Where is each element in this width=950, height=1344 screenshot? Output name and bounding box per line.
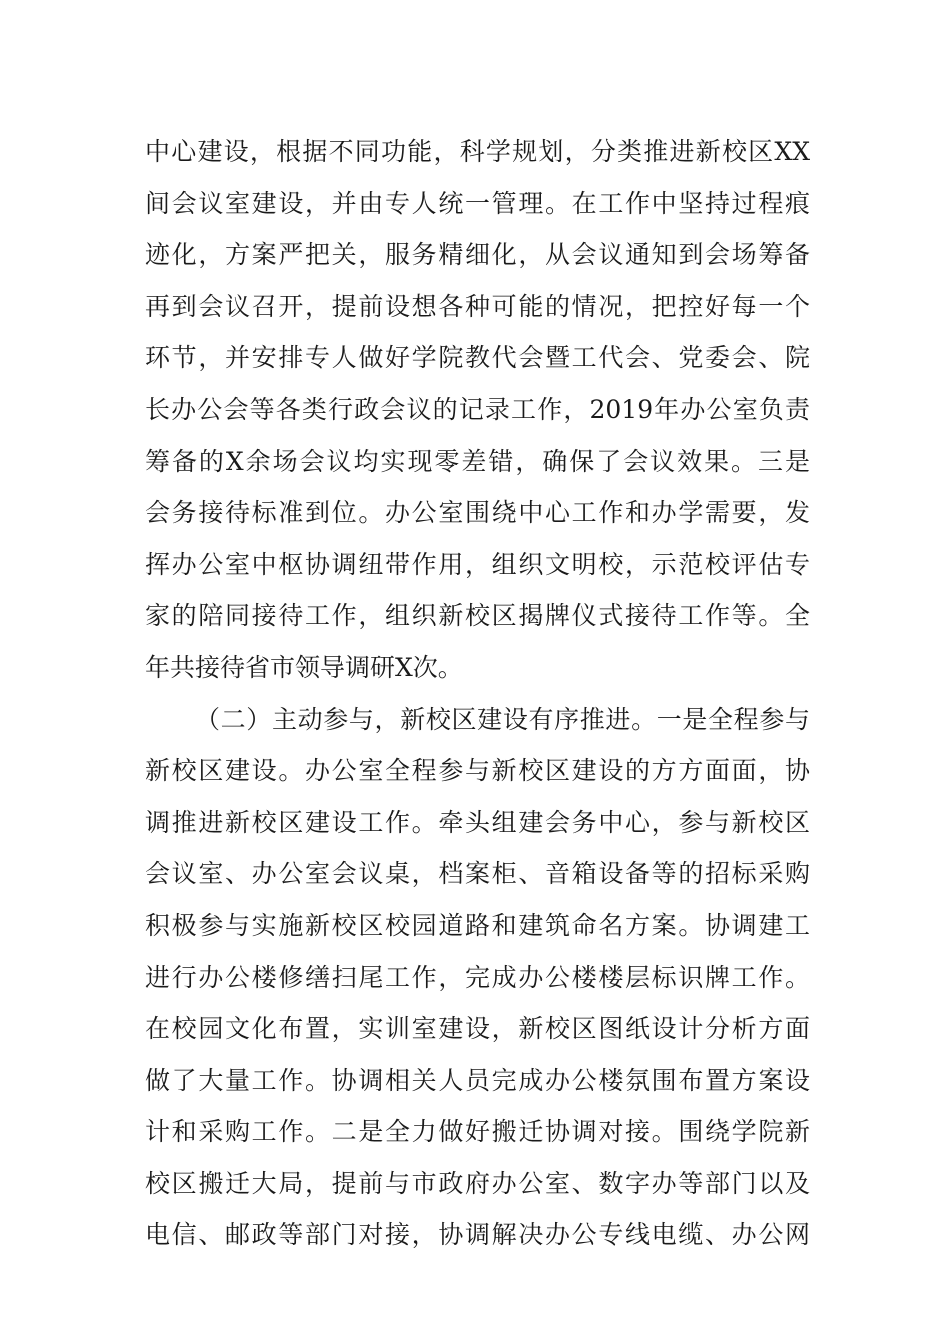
text-line: 环节，并安排专人做好学院教代会暨工代会、党委会、院: [145, 343, 810, 373]
text-line: 会务接待标准到位。办公室围绕中心工作和办学需要，发: [145, 498, 810, 528]
text-line: 间会议室建设，并由专人统一管理。在工作中坚持过程痕: [145, 188, 810, 218]
text-line: 筹备的X余场会议均实现零差错，确保了会议效果。三是: [145, 446, 810, 476]
text-line: 迹化，方案严把关，服务精细化，从会议通知到会场筹备: [145, 240, 810, 270]
text-line: 再到会议召开，提前设想各种可能的情况，把控好每一个: [145, 291, 810, 321]
text-line: 长办公会等各类行政会议的记录工作，2019年办公室负责: [145, 394, 810, 424]
text-line: 进行办公楼修缮扫尾工作，完成办公楼楼层标识牌工作。: [145, 962, 810, 992]
text-line: 电信、邮政等部门对接，协调解决办公专线电缆、办公网: [145, 1220, 810, 1250]
text-line: 中心建设，根据不同功能，科学规划，分类推进新校区XX: [145, 137, 810, 166]
text-line: 积极参与实施新校区校园道路和建筑命名方案。协调建工: [145, 910, 810, 940]
text-line: 计和采购工作。二是全力做好搬迁协调对接。围绕学院新: [145, 1117, 810, 1147]
text-line: 在校园文化布置，实训室建设，新校区图纸设计分析方面: [145, 1014, 810, 1044]
text-line: 做了大量工作。协调相关人员完成办公楼氛围布置方案设: [145, 1065, 810, 1095]
text-line: 校区搬迁大局，提前与市政府办公室、数字办等部门以及: [145, 1168, 810, 1198]
text-line: 新校区建设。办公室全程参与新校区建设的方方面面，协: [145, 756, 810, 786]
text-line: 挥办公室中枢协调纽带作用，组织文明校，示范校评估专: [145, 549, 810, 579]
document-body: [145, 126, 810, 1261]
text-line: 家的陪同接待工作，组织新校区揭牌仪式接待工作等。全: [145, 601, 810, 631]
paragraph-start-line: （二）主动参与，新校区建设有序推进。一是全程参与: [195, 704, 810, 734]
text-line: 会议室、办公室会议桌，档案柜、音箱设备等的招标采购: [145, 859, 810, 889]
text-line: 调推进新校区建设工作。牵头组建会务中心，参与新校区: [145, 807, 810, 837]
text-line: 年共接待省市领导调研X次。: [145, 652, 463, 682]
